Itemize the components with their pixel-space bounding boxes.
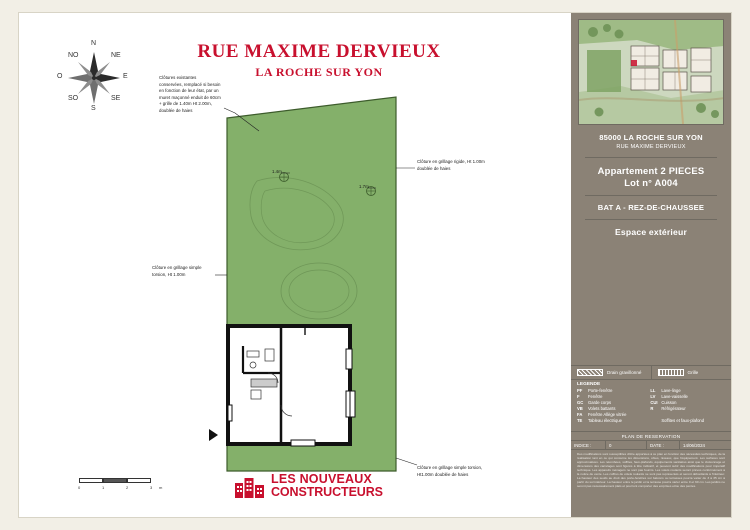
panel-divider-3 <box>585 219 717 220</box>
legend-key-fa: FA <box>577 412 583 418</box>
compass-label-ne: NE <box>111 52 121 59</box>
scale-seg-3 <box>127 478 151 483</box>
legend-section <box>571 365 731 428</box>
grille-hatch-swatch <box>658 369 684 376</box>
legend-label-r: Réfrigérateur <box>661 406 686 412</box>
reservation-title: PLAN DE RESERVATION <box>571 431 731 441</box>
reservation-date-label: DATE : <box>647 441 680 449</box>
reservation-date-value: 14/06/2024 <box>683 442 705 448</box>
panel-lot: Lot n° A004 <box>624 177 678 188</box>
legend-label-soffite: Soffites et faux-plafond <box>661 418 705 424</box>
view-direction-arrow <box>209 429 218 441</box>
reservation-indice-label: INDICE : <box>571 441 606 449</box>
legend-key-te: TE <box>577 418 583 424</box>
logo-line-2: CONSTRUCTEURS <box>271 485 383 499</box>
legend-grid <box>571 388 731 428</box>
compass-label-no: NO <box>68 52 79 59</box>
legend-label-pf: Porte-fenêtre <box>588 388 613 393</box>
panel-space: Espace extérieur <box>615 227 687 237</box>
title-main: RUE MAXIME DERVIEUX <box>197 41 441 62</box>
scale-tick-2: 2 <box>126 485 129 490</box>
drawing-area <box>19 13 571 517</box>
legend-label-ll: Lave-linge <box>661 388 681 393</box>
apartment-floorplan <box>19 13 571 517</box>
legend-label-vb: Volets battants <box>588 406 616 412</box>
scale-seg-1 <box>79 478 103 483</box>
kitchen-counter <box>251 379 277 387</box>
scale-tick-0: 0 <box>78 485 81 490</box>
scale-unit: m <box>159 485 163 490</box>
legend-label-fa: Fenêtre Allège vitrée <box>588 412 627 418</box>
legend-label-cui: Cuisson <box>661 400 677 406</box>
reservation-section <box>571 431 731 493</box>
hatch-label-drain: Drain gravillonné <box>607 370 642 375</box>
compass-label-s: S <box>91 105 96 112</box>
legend-key-pf: PF <box>577 388 583 393</box>
compass-label-n: N <box>91 40 97 47</box>
compass-label-e: E <box>123 73 128 80</box>
panel-address: 85000 LA ROCHE SUR YON <box>599 133 703 142</box>
reservation-indice-value: 0 <box>606 441 647 449</box>
site-plan-thumbnail[interactable] <box>578 19 724 125</box>
legend-key-vb: VB <box>577 406 583 412</box>
logo-line-1: LES NOUVEAUX <box>271 472 373 487</box>
legend-key-soffite <box>650 418 658 424</box>
annotation-tree-1: 1.4m <box>272 169 282 174</box>
entry-door <box>228 405 232 421</box>
reservation-row <box>571 441 731 450</box>
compass-label-o: O <box>57 73 63 80</box>
scale-bar <box>79 475 165 491</box>
company-logo <box>234 473 383 499</box>
scale-tick-1: 1 <box>102 485 105 490</box>
hatch-label-grille: Grille <box>687 370 699 375</box>
scale-tick-3: 3 <box>150 485 153 490</box>
panel-street: RUE MAXIME DERVIEUX <box>616 144 686 150</box>
legend-label-f: Fenêtre <box>588 394 603 400</box>
logo-text <box>271 473 383 499</box>
legend-label-gc: Garde corps <box>588 400 612 406</box>
annotation-tree-2: 1.7m <box>359 184 369 189</box>
panel-building: BAT A - REZ-DE-CHAUSSEE <box>597 203 705 212</box>
annotation-fence-rigid-right: Clôture en grillage rigide, Ht 1.00m doublée de haies <box>417 159 485 171</box>
window-bay-right-outer <box>350 391 355 417</box>
legal-disclaimer: Des modifications sont susceptibles d'être apportées à ce plan en fonction des nécessités techniques, de la réalisation tant en ce qui concerne les dimensions, côtes, niveaux, que l'équipement. Les surfaces sont approximatives. Les retombées, soffites, faux-plafonds, équipements sanitaires ainsi que le cloisonnage et dimensions des carrelages sont figurés à titre indicatif, et peuvent subir des modifications pour impératif technique. Les appareils ménagers ne sont pas fournis. Les volets roulants seront prévus conformément à la notice de vente. Les coffres de volets roulants ne sont pas représentés et seront débordants à l'intérieur. La hauteur des seuils au droit des porte-fenêtres sur balcons ou terrasses pourra varier de 3 à 35 cm à partir du sol intérieur. La hauteur entre le jardin et la terrasse pourra varier entre 0 et 60 cm. Les jardins ne seront pas nécessairement plats et pourront comporter des emprises et/ou des pentes. <box>577 452 725 488</box>
scale-seg-2 <box>103 478 127 483</box>
panel-divider-1 <box>585 157 717 158</box>
plan-sheet <box>18 12 732 518</box>
compass-label-se: SE <box>111 95 121 102</box>
apartment-outer-wall <box>228 326 350 444</box>
legend-label-te: Tableau électrique <box>588 418 622 424</box>
info-panel <box>571 13 731 517</box>
panel-header <box>571 125 731 237</box>
legend-key-r: R <box>650 406 654 412</box>
legend-key-f: F <box>577 394 580 400</box>
legend-label-lv: Lave-vaisselle <box>661 394 688 400</box>
hatch-row-drain <box>571 366 652 379</box>
compass-label-so: SO <box>68 95 79 102</box>
panel-apartment: Appartement 2 PIECES <box>597 165 705 176</box>
legend-title: LEGENDE <box>577 382 601 387</box>
drain-hatch-swatch <box>577 369 603 376</box>
annotation-fence-simple-bottom: Clôture en grillage simple torsion, Ht1.00m doublée de haies <box>417 465 483 477</box>
window-bottom <box>291 440 315 446</box>
legend-key-cui: CUI <box>650 400 658 406</box>
legend-key-ll: LL <box>650 388 656 393</box>
annotation-fence-existing: Clôtures existantes conservées, remplacé si besoin en fonction de leur état, par un muret maçonné enduit de 60cm + grille de 1.40m Ht 2.00m, doublée de haies <box>159 75 221 114</box>
building-icon <box>234 473 266 499</box>
annotation-fence-simple-left: Clôture en grillage simple torsion, Ht 1.00m <box>152 265 202 277</box>
legend-key-lv: LV <box>650 394 656 400</box>
panel-divider-2 <box>585 195 717 196</box>
hatch-row-grille <box>652 366 732 379</box>
window-right-1 <box>346 349 352 369</box>
title-sub: LA ROCHE SUR YON <box>255 65 383 79</box>
site-plan-thumbnail-image <box>579 20 724 124</box>
legend-key-gc: GC <box>577 400 584 406</box>
